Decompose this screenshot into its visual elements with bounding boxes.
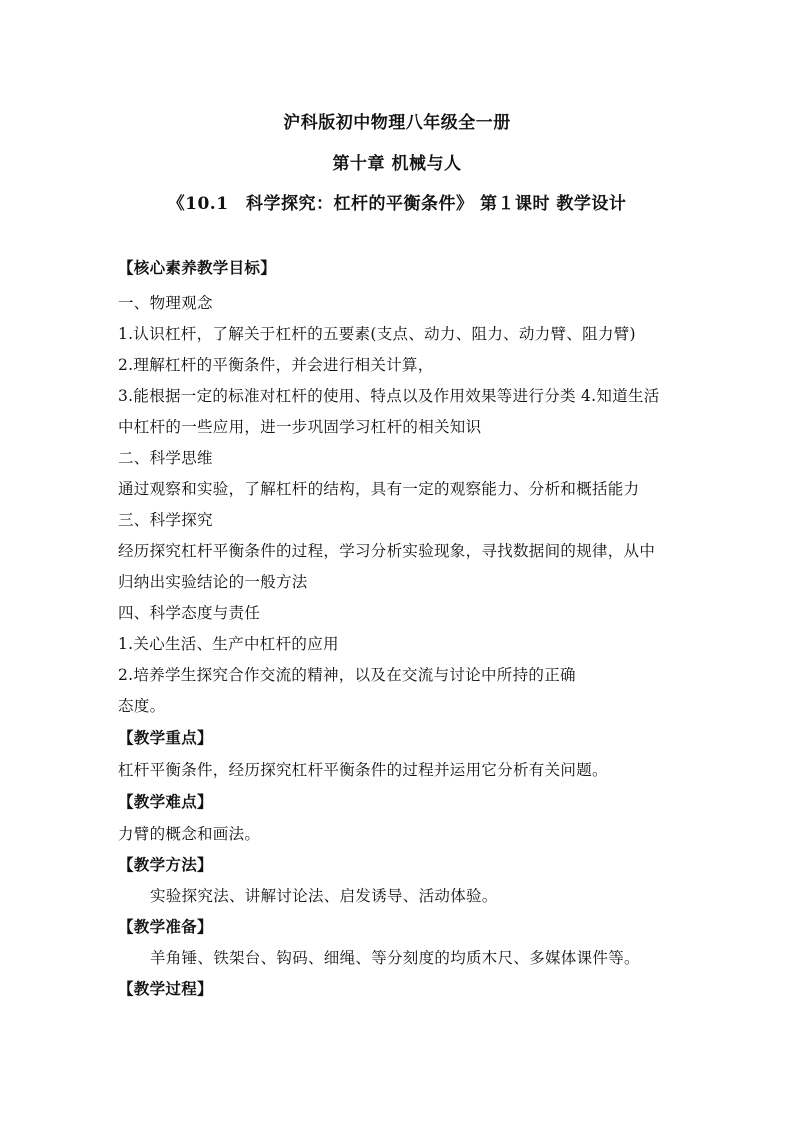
difficulty-heading: 【教学难点】	[118, 792, 213, 811]
section-scientific-thinking: 二、科学思维	[118, 449, 213, 467]
method-heading: 【教学方法】	[118, 855, 213, 874]
attitude-item-2-line2: 态度。	[118, 697, 166, 715]
key-points-text: 杠杆平衡条件，经历探究杠杆平衡条件的过程并运用它分析有关问题。	[118, 761, 608, 779]
chapter-title: 第十章 机械与人	[332, 154, 462, 174]
goal-item-1: 1.认识杠杆，了解关于杠杆的五要素(支点、动力、阻力、动力臂、阻力臂)	[118, 325, 636, 343]
scientific-thinking-text: 通过观察和实验，了解杠杆的结构，具有一定的观察能力、分析和概括能力	[118, 480, 640, 498]
scientific-inquiry-text-line2: 归纳出实验结论的一般方法	[118, 573, 308, 591]
preparation-heading: 【教学准备】	[118, 917, 213, 936]
process-heading: 【教学过程】	[118, 979, 213, 998]
goal-item-3-line1: 3.能根据一定的标准对杠杆的使用、特点以及作用效果等进行分类 4.知道生活	[118, 387, 660, 405]
preparation-text: 羊角锤、铁架台、钩码、细绳、等分刻度的均质木尺、多媒体课件等。	[150, 949, 640, 967]
lesson-title: 《10.1 科学探究：杠杆的平衡条件》 第１课时 教学设计	[167, 194, 627, 214]
section-physics-concept: 一、物理观念	[118, 294, 213, 312]
goals-heading: 【核心素养教学目标】	[118, 258, 277, 277]
method-text: 实验探究法、讲解讨论法、启发诱导、活动体验。	[150, 887, 498, 905]
attitude-item-2-line1: 2.培养学生探究合作交流的精神，以及在交流与讨论中所持的正确	[118, 666, 576, 684]
scientific-inquiry-text-line1: 经历探究杠杆平衡条件的过程，学习分析实验现象，寻找数据间的规律，从中	[118, 542, 656, 560]
key-points-heading: 【教学重点】	[118, 728, 213, 747]
document-title: 沪科版初中物理八年级全一册	[283, 113, 511, 133]
section-attitude-responsibility: 四、科学态度与责任	[118, 604, 261, 622]
difficulty-text: 力臂的概念和画法。	[118, 825, 261, 843]
goal-item-3-line2: 中杠杆的一些应用，进一步巩固学习杠杆的相关知识	[118, 418, 482, 436]
section-scientific-inquiry: 三、科学探究	[118, 511, 213, 529]
attitude-item-1: 1.关心生活、生产中杠杆的应用	[118, 635, 339, 653]
goal-item-2: 2.理解杠杆的平衡条件，并会进行相关计算，	[118, 356, 434, 374]
